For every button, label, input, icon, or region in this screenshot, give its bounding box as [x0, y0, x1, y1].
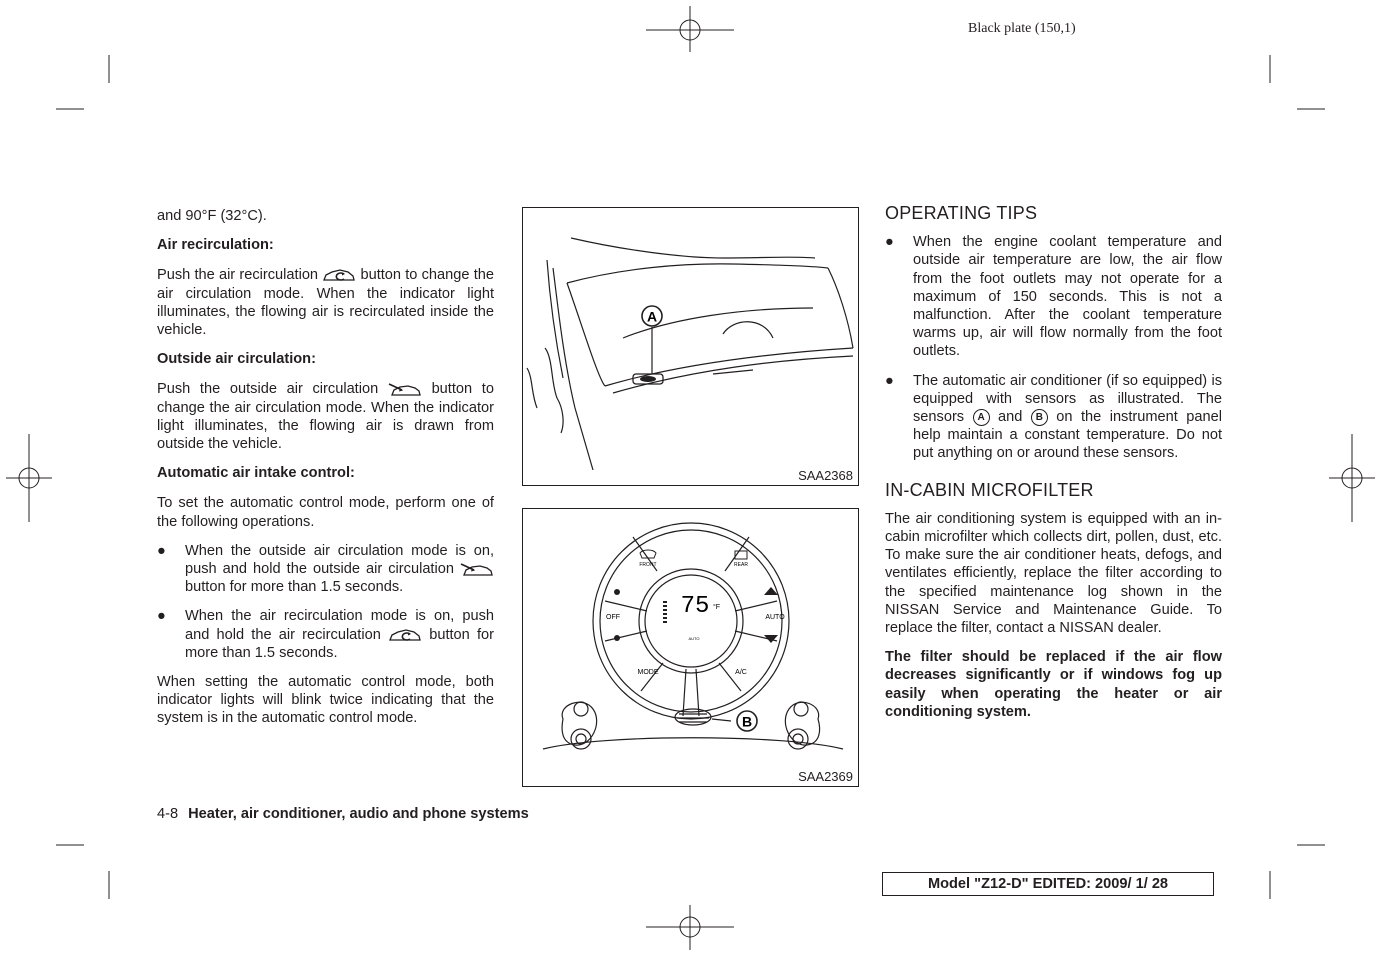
- auto-intake-bullet-2: ● When the air recirculation mode is on, push and hold the air recirculation button for more than 1.5 seconds.: [157, 608, 495, 661]
- control-panel-illustration: [523, 509, 858, 771]
- registration-mark-left: [6, 434, 52, 522]
- windshield-illustration: [523, 208, 858, 470]
- microfilter-title: IN-CABIN MICROFILTER: [885, 479, 1094, 500]
- fan-speed-bars: [663, 601, 667, 623]
- temperature-unit: °F: [713, 604, 721, 611]
- auto-button[interactable]: AUTO: [765, 614, 785, 621]
- figure-1-caption: SAA2368: [798, 468, 853, 483]
- auto-intake-bullet-1: ● When the outside air circulation mode is on, push and hold the outside air circulation button for more than 1.5 seconds.: [157, 542, 494, 596]
- registration-mark-bottom: [646, 905, 734, 950]
- outside-air-icon: [388, 381, 422, 397]
- registration-mark-right: [1329, 434, 1375, 522]
- operating-tips-title: OPERATING TIPS: [885, 203, 1038, 223]
- microfilter-text: The air conditioning system is equipped with an in-cabin microfilter which collects dirt, pollen, dust, etc. To make sure the air conditioner heats, defogs, and ventilates efficiently, replace the filter according to the specified maintenance log shown in the NISSAN Service and Maintenance Guide. To replace the filter, contact a NISSAN dealer.: [885, 510, 1222, 637]
- auto-intake-heading: Automatic air intake control:: [157, 465, 355, 482]
- ac-button[interactable]: A/C: [735, 669, 747, 676]
- page-number: 4-8: [157, 806, 179, 822]
- rear-label: REAR: [734, 562, 748, 568]
- left-column: [157, 207, 494, 739]
- mode-button[interactable]: MODE: [637, 669, 659, 676]
- outside-air-text: Push the outside air circulation button to change the air circulation mode. When the indicator light illuminates, the flowing air is drawn from outside the vehicle.: [157, 381, 494, 453]
- right-column: [885, 204, 1222, 732]
- figure-windshield-sensor: [522, 207, 859, 486]
- off-button[interactable]: OFF: [606, 614, 620, 621]
- microfilter-warning: The filter should be replaced if the air flow decreases significantly or if windows fog up easily when operating the heater or air conditioning system.: [885, 649, 1222, 720]
- recirculation-icon: [322, 267, 356, 283]
- intro-text: and 90°F (32°C).: [157, 208, 267, 224]
- air-recirculation-text: Push the air recirculation button to change the air circulation mode. When the indicator light illuminates, the flowing air is recirculated inside the vehicle.: [157, 267, 494, 339]
- front-label: FRONT: [639, 562, 657, 568]
- operating-tips-bullet-2: ● The automatic air conditioner (if so equipped) is equipped with sensors as illustrated. The sensors A and B on the instrument panel help maintain a constant temperature. Do not put anything on or around these sensors.: [885, 372, 1222, 462]
- callout-b: B: [741, 713, 753, 730]
- recirculation-icon: [388, 627, 422, 643]
- temperature-readout: 75: [680, 593, 710, 620]
- auto-intake-text: To set the automatic control mode, perform one of the following operations.: [157, 495, 494, 530]
- sensor-a-badge: A: [973, 409, 990, 426]
- air-recirculation-heading: Air recirculation:: [157, 237, 274, 254]
- section-title: Heater, air conditioner, audio and phone systems: [188, 806, 529, 822]
- page-footer: [157, 806, 529, 822]
- operating-tips-bullet-1: ● When the engine coolant temperature and outside air temperature are low, the air flow from the foot outlets may not operate for a maximum of 150 seconds. This is not a malfunction. After the coolant temperature warms up, air will flow normally from the foot outlets.: [885, 234, 1222, 360]
- figure-control-panel: [522, 508, 859, 787]
- display-auto-label: AUTO: [688, 636, 700, 641]
- registration-mark-top: [646, 6, 734, 52]
- plate-label: Black plate (150,1): [968, 21, 1076, 36]
- outside-air-heading: Outside air circulation:: [157, 351, 316, 368]
- sensor-b-badge: B: [1031, 409, 1048, 426]
- front-defrost-icon: [640, 550, 656, 558]
- outside-air-icon: [460, 561, 494, 577]
- figure-2-caption: SAA2369: [798, 769, 853, 784]
- callout-a: A: [646, 308, 658, 325]
- auto-intake-closing: When setting the automatic control mode, both indicator lights will blink twice indicating that the system is in the automatic control mode.: [157, 674, 494, 727]
- model-box: Model "Z12-D" EDITED: 2009/ 1/ 28: [882, 872, 1214, 896]
